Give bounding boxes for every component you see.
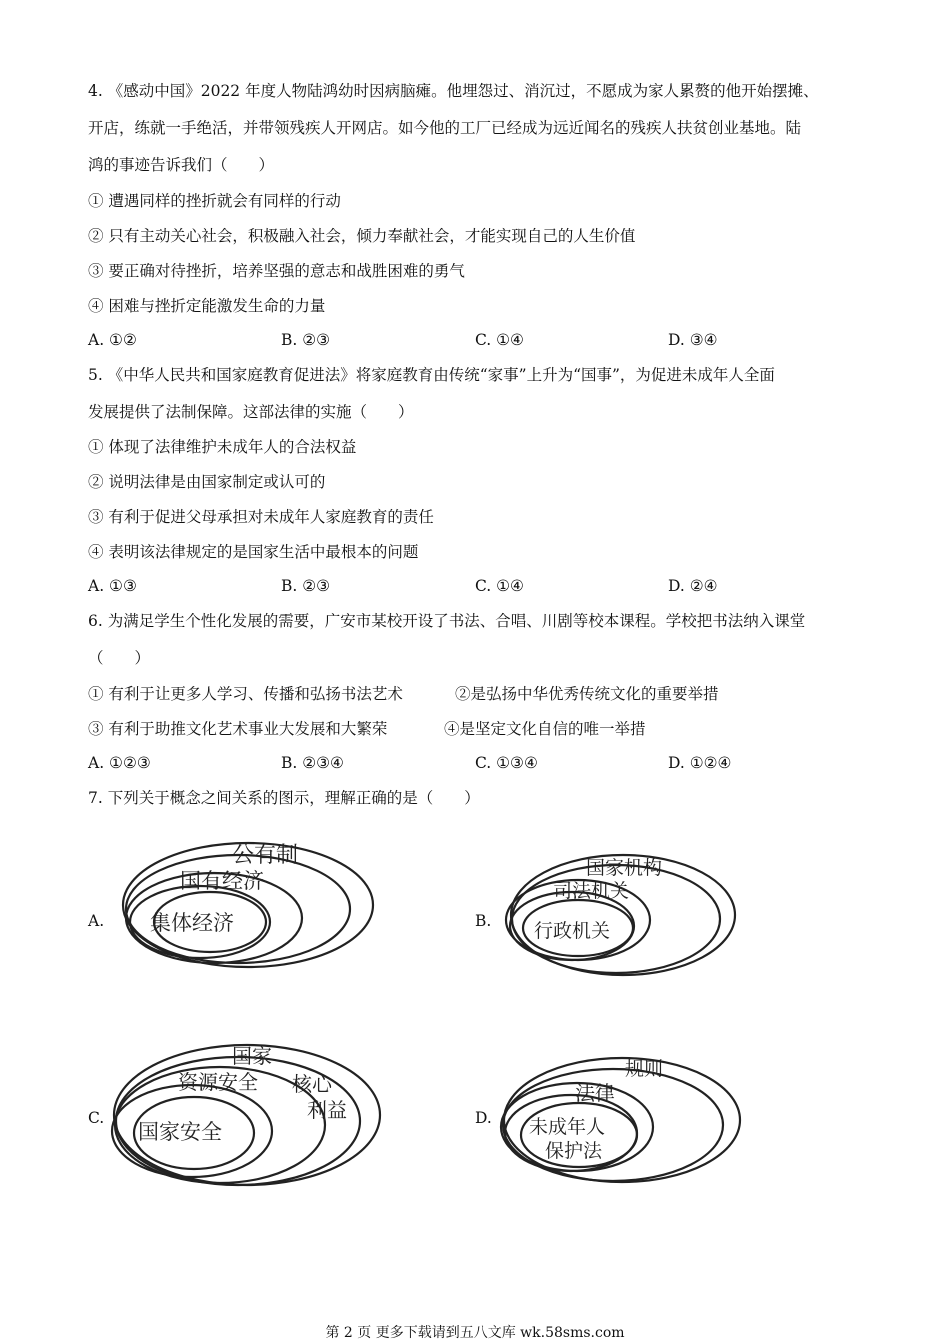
diagram-a-middle-label: 国有经济 [180,869,264,893]
q6-item-3: ③ 有利于助推文化艺术事业大发展和大繁荣 [88,720,388,738]
q6-item-2: ②是弘扬中华优秀传统文化的重要举措 [455,685,719,703]
q7-diagram-b[interactable] [498,840,738,990]
diagram-c-outer-label-3: 利益 [307,1098,347,1122]
q4-option-d[interactable]: D. ③④ [668,331,718,349]
diagram-d-outer-label: 规则 [625,1058,664,1080]
q6-option-d[interactable]: D. ①②④ [668,754,732,772]
diagram-d-inner-label-2: 保护法 [545,1140,603,1162]
q5-option-c[interactable]: C. ①④ [475,577,524,595]
diagram-b-inner-label: 行政机关 [534,920,611,942]
q5-option-a[interactable]: A. ①③ [88,577,137,595]
q7-diagram-a[interactable] [110,830,390,970]
q6-option-b[interactable]: B. ②③④ [281,754,344,772]
q7-stem: 7. 下列关于概念之间关系的图示，理解正确的是（ ） [88,789,480,807]
q7-diagram-c[interactable] [102,1035,387,1195]
q5-option-b[interactable]: B. ②③ [281,577,331,595]
q4-stem-line-2: 开店，练就一手绝活，并带领残疾人开网店。如今他的工厂已经成为远近闻名的残疾人扶贫创业基地。陆 [88,119,802,137]
q4-option-a[interactable]: A. ①② [88,331,137,349]
q7-diagram-d[interactable] [495,1045,750,1195]
q6-stem-line-2: （ ） [88,649,151,667]
diagram-c-inner-label: 国家安全 [138,1120,222,1144]
q5-stem-line-1: 5. 《中华人民共和国家庭教育促进法》将家庭教育由传统“家事”上升为“国事”，为促进未成年人全面 [88,366,775,384]
q6-item-4: ④是坚定文化自信的唯一举措 [444,720,646,738]
diagram-d-inner-label: 未成年人 [529,1116,606,1138]
q7-option-b-letter[interactable]: B. [475,912,492,930]
q4-item-4: ④ 困难与挫折定能激发生命的力量 [88,297,326,315]
diagram-a-inner-label: 集体经济 [150,911,234,935]
q4-stem-line-3: 鸿的事迹告诉我们（ ） [88,156,275,174]
page-footer: 第 2 页 更多下载请到五八文库 wk.58sms.com [325,1325,625,1341]
q7-option-d-letter[interactable]: D. [475,1109,492,1127]
q6-option-c[interactable]: C. ①③④ [475,754,538,772]
diagram-d-middle-label: 法律 [575,1081,615,1105]
diagram-c-outer-label-2: 核心 [292,1072,332,1096]
q4-option-c[interactable]: C. ①④ [475,331,524,349]
q5-option-d[interactable]: D. ②④ [668,577,718,595]
q4-item-3: ③ 要正确对待挫折，培养坚强的意志和战胜困难的勇气 [88,262,465,280]
q5-item-1: ① 体现了法律维护未成年人的合法权益 [88,438,357,456]
q4-option-b[interactable]: B. ②③ [281,331,331,349]
q7-option-a-letter[interactable]: A. [88,912,105,930]
q6-item-1: ① 有利于让更多人学习、传播和弘扬书法艺术 [88,685,403,703]
q6-stem-line-1: 6. 为满足学生个性化发展的需要，广安市某校开设了书法、合唱、川剧等校本课程。学校把书法纳入课堂 [88,612,806,630]
q5-item-4: ④ 表明该法律规定的是国家生活中最根本的问题 [88,543,419,561]
q6-option-a[interactable]: A. ①②③ [88,754,151,772]
diagram-b-outer-label: 国家机构 [586,857,663,879]
q5-stem-line-2: 发展提供了法制保障。这部法律的实施（ ） [88,403,414,421]
q4-item-2: ② 只有主动关心社会，积极融入社会，倾力奉献社会，才能实现自己的人生价值 [88,227,636,245]
q4-stem-line-1: 4. 《感动中国》2022 年度人物陆鸿幼时因病脑瘫。他埋怨过、消沉过，不愿成为家人累赘的他开始摆摊、 [88,82,819,100]
q5-item-3: ③ 有利于促进父母承担对未成年人家庭教育的责任 [88,508,434,526]
q7-option-c-letter[interactable]: C. [88,1109,105,1127]
diagram-c-outer-label: 国家 [232,1044,272,1068]
q4-item-1: ① 遭遇同样的挫折就会有同样的行动 [88,192,341,210]
diagram-a-outer-label: 公有制 [232,843,299,868]
q5-item-2: ② 说明法律是由国家制定或认可的 [88,473,326,491]
diagram-c-middle-label: 资源安全 [178,1070,258,1094]
diagram-b-middle-label: 司法机关 [553,880,630,902]
